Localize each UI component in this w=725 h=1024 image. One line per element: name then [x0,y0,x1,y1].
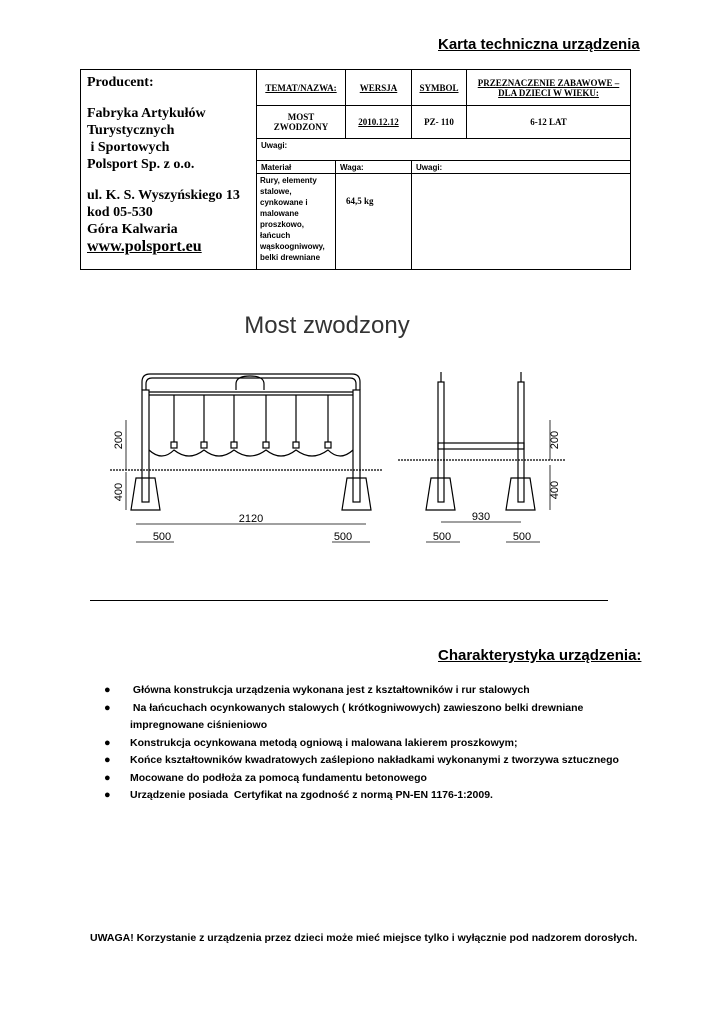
producer-label: Producent: [87,75,154,90]
producer-line: Polsport Sp. z o.o. [87,157,195,172]
header-version: WERSJA [346,70,412,106]
list-item [100,787,660,805]
bullet-icon: ● [104,701,111,714]
drawing-svg [100,300,580,560]
material-label: Materiał [257,161,336,174]
address-line: kod 05-530 [87,205,153,220]
dim-length: 2120 [238,513,264,525]
characteristics-title: Charakterystyka urządzenia: [438,647,642,664]
address-line: ul. K. S. Wyszyńskiego 13 [87,188,240,203]
header-age: PRZEZNACZENIE ZABAWOWE – DLA DZIECI W WIEKU: [467,70,631,106]
remarks-label: Uwagi: [412,161,631,174]
characteristics-list [100,682,660,805]
dim-foundation-right: 500 [333,531,353,543]
dim-foundation-left: 500 [152,531,172,543]
technical-drawing [100,300,580,560]
list-item [100,735,660,753]
header-name: TEMAT/NAZWA: [257,70,346,106]
remarks-value [412,174,631,270]
list-item [100,770,660,788]
bullet-icon: ● [104,789,111,801]
value-name: MOST ZWODZONY [257,106,346,139]
header-symbol: SYMBOL [412,70,467,106]
list-item-text: Konstrukcja ocynkowana metodą ogniową i malowana lakierem proszkowym; [130,736,518,749]
notes-label: Uwagi: [257,139,631,161]
producer-line: Turystycznych [87,123,175,138]
dim-front-foundation-right: 500 [512,531,532,543]
dim-width: 930 [471,511,491,523]
dim-height-bottom: 400 [113,482,125,502]
spec-table [80,69,631,270]
website-link[interactable]: www.polsport.eu [87,238,202,255]
weight-value: 64,5 kg [336,174,412,270]
document-title: Karta techniczna urządzenia [438,36,640,53]
list-item [100,752,660,770]
bullet-icon: ● [104,771,111,784]
divider [90,600,608,601]
bullet-icon: ● [104,754,111,766]
dim-height-top: 200 [113,430,125,450]
value-age: 6-12 LAT [467,106,631,139]
list-item-text: Mocowane do podłoża za pomocą fundamentu betonowego [130,771,427,784]
value-symbol: PZ- 110 [412,106,467,139]
list-item-text: Końce kształtowników kwadratowych zaślepiono nakładkami wykonanymi z tworzywa sztucznego [130,754,619,766]
list-item [100,700,660,735]
list-item-text: Główna konstrukcja urządzenia wykonana jest z kształtowników i rur stalowych [130,684,530,696]
material-value: Rury, elementy stalowe, cynkowane i malowane proszkowo, łańcuch wąskoogniwowy, belki drewniane [257,174,336,270]
weight-label: Waga: [336,161,412,174]
bullet-icon: ● [104,684,111,696]
dim-front-height-bottom: 400 [549,480,561,500]
list-item-text: Na łańcuchach ocynkowanych stalowych ( krótkogniwowych) zawieszono belki drewniane impregnowane ciśnieniowo [130,701,587,731]
producer-cell [81,70,257,270]
address-line: Góra Kalwaria [87,222,178,237]
dim-front-height-top: 200 [549,430,561,450]
bullet-icon: ● [104,736,111,749]
drawing-title: Most zwodzony [244,312,410,339]
value-version: 2010.12.12 [346,106,412,139]
dim-front-foundation-left: 500 [432,531,452,543]
list-item-text: Urządzenie posiada Certyfikat na zgodność z normą PN-EN 1176-1:2009. [130,789,493,801]
producer-line: i Sportowych [87,140,170,155]
producer-line: Fabryka Artykułów [87,106,206,121]
list-item [100,682,660,700]
warning-text: UWAGA! Korzystanie z urządzenia przez dzieci może mieć miejsce tylko i wyłącznie pod nadzorem dorosłych. [90,932,638,944]
